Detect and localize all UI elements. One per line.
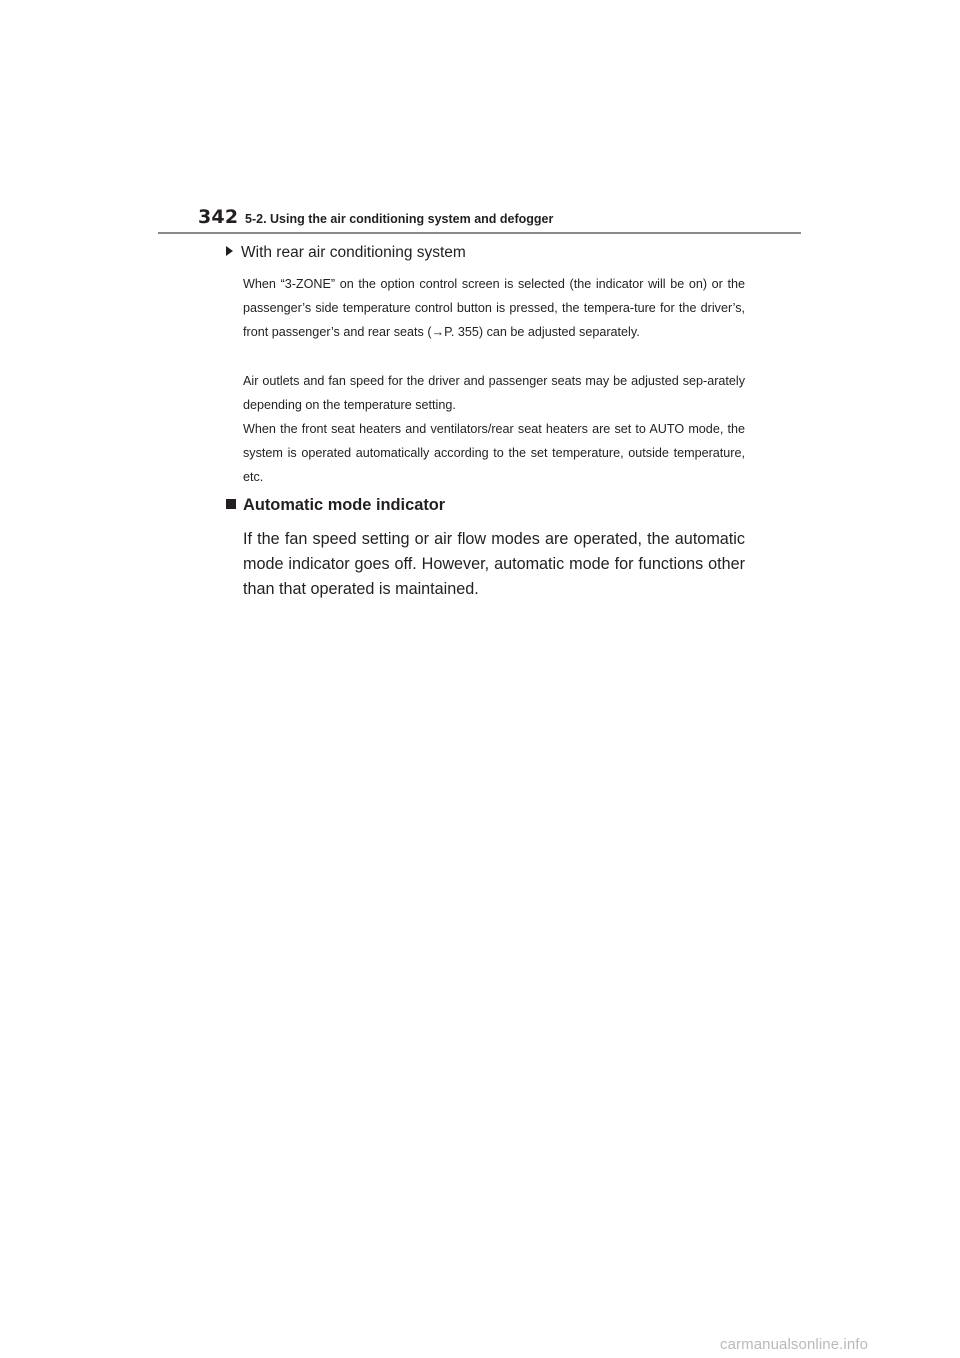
subsection-title-text: With rear air conditioning system [241,244,466,261]
page-number: 342 [198,206,239,228]
header-rule [158,232,801,234]
paragraph-air-outlets: Air outlets and fan speed for the driver and passenger seats may be adjusted sep-arately depending on the temperature setting. [243,374,745,412]
section-heading [226,496,445,515]
paragraph-3-zone: When “3-ZONE” on the option control screen is selected (the indicator will be on) or the passenger’s side temperature control button is pressed, the tempera-ture for the driver’s, front passenger’s and rear seats (→P. 355) can be adjusted separately. [243,277,745,339]
page-header [198,204,801,234]
paragraph-seat-heaters: When the front seat heaters and ventilators/rear seat heaters are set to AUTO mode, the system is operated automatically according to the set temperature, outside temperature, etc. [243,422,745,484]
section-title: 5-2. Using the air conditioning system and defogger [245,212,554,226]
square-bullet-icon [226,499,236,509]
section-heading-text: Automatic mode indicator [243,496,446,514]
watermark: carmanualsonline.info [720,1336,869,1353]
section-body: If the fan speed setting or air flow modes are operated, the automatic mode indicator goes off. However, automatic mode for functions other than that operated is maintained. [243,530,745,599]
subsection-title [226,244,466,262]
triangle-bullet-icon [226,246,233,256]
